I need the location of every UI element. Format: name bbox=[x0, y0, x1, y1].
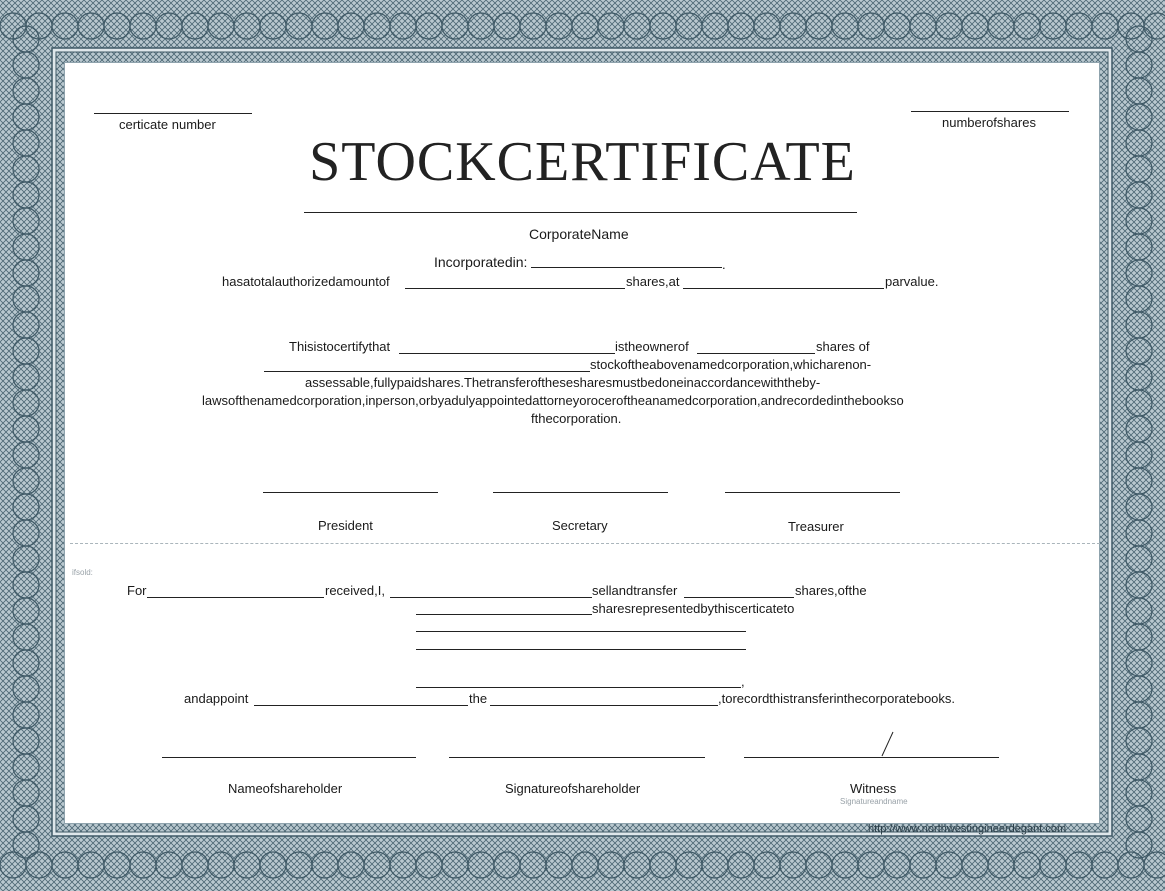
for-label: For bbox=[127, 583, 147, 598]
witness-label: Witness bbox=[850, 781, 897, 796]
certify-label: Thisistocertifythat bbox=[289, 339, 391, 354]
certificate-title: STOCKCERTIFICATE bbox=[309, 131, 856, 193]
authorized-mid-label: shares,at bbox=[626, 274, 680, 289]
body-line-2: lawsofthenamedcorporation,inperson,orbyadulyappointedattorneyoroceroftheanamedcorporation,andrecordedinthebookso bbox=[202, 393, 904, 408]
consideration-line bbox=[147, 597, 324, 598]
represented-line bbox=[416, 614, 592, 615]
transferee-comma: , bbox=[741, 674, 745, 689]
corporate-name-label: CorporateName bbox=[529, 226, 629, 242]
shareholder-signature-line bbox=[449, 757, 705, 758]
treasurer-signature-line bbox=[725, 492, 900, 493]
corporate-name-line bbox=[304, 212, 857, 213]
par-value-line bbox=[683, 288, 884, 289]
body-line-1: assessable,fullypaidshares.Thetransferofthesesharesmustbedoneinaccordancewiththeby- bbox=[305, 375, 821, 390]
authorized-amount-line bbox=[405, 288, 625, 289]
the-label: the bbox=[469, 691, 488, 706]
body-line-3: fthecorporation. bbox=[531, 411, 622, 426]
secretary-label: Secretary bbox=[552, 518, 608, 533]
treasurer-label: Treasurer bbox=[788, 519, 844, 534]
president-label: President bbox=[318, 518, 373, 533]
record-label: ,torecordthistransferinthecorporatebooks. bbox=[718, 691, 956, 706]
if-sold-label: ifsold: bbox=[72, 568, 93, 577]
authorized-label: hasatotalauthorizedamountof bbox=[222, 274, 390, 289]
shares-of-label: shares of bbox=[816, 339, 870, 354]
attorney-title-line bbox=[490, 705, 718, 706]
certificate-number-label: certicate number bbox=[119, 117, 216, 132]
owned-shares-line bbox=[697, 353, 815, 354]
appoint-label: andappoint bbox=[184, 691, 249, 706]
president-signature-line bbox=[263, 492, 438, 493]
incorporated-suffix: . bbox=[722, 257, 726, 272]
footer-url: http://www.northwestingineerdegant.com bbox=[868, 823, 1067, 835]
witness-sublabel: Signatureandname bbox=[840, 797, 908, 806]
transfer-shares-line bbox=[684, 597, 794, 598]
par-value-label: parvalue. bbox=[885, 274, 939, 289]
number-of-shares-label: numberofshares bbox=[942, 115, 1036, 130]
transferee-line-3 bbox=[416, 687, 741, 688]
shareholder-signature-label: Signatureofshareholder bbox=[505, 781, 641, 796]
attorney-line bbox=[254, 705, 468, 706]
number-of-shares-line bbox=[911, 111, 1069, 112]
transferee-line-1 bbox=[416, 631, 746, 632]
shares-of-the-label: shares,ofthe bbox=[795, 583, 867, 598]
transferor-line bbox=[390, 597, 592, 598]
incorporated-label: Incorporatedin: bbox=[434, 254, 528, 270]
section-divider bbox=[70, 543, 1100, 544]
received-label: received,I, bbox=[325, 583, 385, 598]
sell-transfer-label: sellandtransfer bbox=[592, 583, 678, 598]
owner-name-line bbox=[399, 353, 615, 354]
shareholder-name-line bbox=[162, 757, 416, 758]
incorporated-line bbox=[531, 267, 722, 268]
owner-of-label: istheownerof bbox=[615, 339, 689, 354]
witness-slash-mark bbox=[878, 730, 898, 760]
secretary-signature-line bbox=[493, 492, 668, 493]
witness-signature-line bbox=[744, 757, 999, 758]
transferee-line-2 bbox=[416, 649, 746, 650]
shareholder-name-label: Nameofshareholder bbox=[228, 781, 343, 796]
stock-class-line bbox=[264, 371, 590, 372]
certificate-number-line bbox=[94, 113, 252, 114]
represented-label: sharesrepresentedbythiscerticateto bbox=[592, 601, 795, 616]
stock-line-label: stockoftheabovenamedcorporation,whicharenon- bbox=[590, 357, 872, 372]
